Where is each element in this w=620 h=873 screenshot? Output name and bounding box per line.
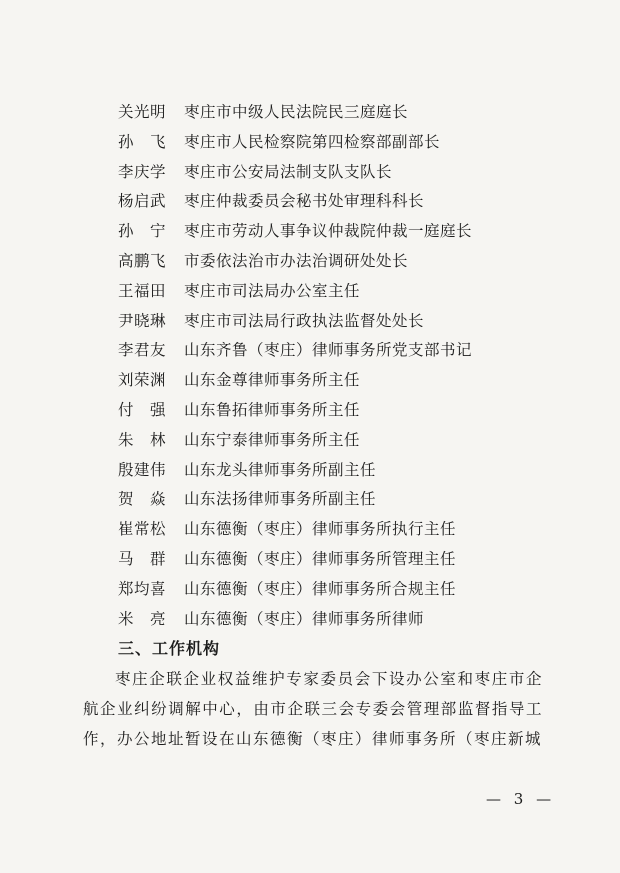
member-row <box>118 336 472 366</box>
member-title: 枣庄仲裁委员会秘书处审理科科长 <box>184 192 425 211</box>
member-title: 山东德衡（枣庄）律师事务所合规主任 <box>184 579 457 598</box>
member-name: 孙 宁 <box>118 222 167 241</box>
member-row <box>118 158 472 188</box>
member-name: 郑均喜 <box>118 579 167 598</box>
member-title: 枣庄市中级人民法院民三庭庭长 <box>184 103 409 121</box>
member-name: 朱 林 <box>118 430 167 449</box>
member-name: 米 亮 <box>118 609 167 628</box>
member-title: 枣庄市公安局法制支队支队长 <box>184 162 393 181</box>
member-name: 刘荣渊 <box>118 371 167 390</box>
member-row <box>118 605 472 635</box>
member-name: 李庆学 <box>118 162 167 181</box>
member-title: 枣庄市司法局行政执法监督处处长 <box>184 311 425 330</box>
member-row <box>118 396 472 426</box>
member-row <box>118 515 472 545</box>
member-row <box>118 545 472 575</box>
member-title: 山东齐鲁（枣庄）律师事务所党支部书记 <box>184 341 473 360</box>
member-title: 市委依法治市办法治调研处处长 <box>184 251 409 270</box>
member-name: 付 强 <box>118 400 167 419</box>
member-name: 殷建伟 <box>118 460 167 479</box>
member-row <box>118 277 472 307</box>
member-name: 关光明 <box>118 103 167 121</box>
member-row <box>118 456 472 486</box>
member-name: 王福田 <box>118 281 167 300</box>
member-row <box>118 426 472 456</box>
member-title: 山东鲁拓律师事务所主任 <box>184 400 361 419</box>
member-row <box>118 307 472 337</box>
member-name: 马 群 <box>118 549 167 568</box>
member-name: 崔常松 <box>118 520 167 539</box>
member-row <box>118 217 472 247</box>
member-row <box>118 575 472 605</box>
member-title: 山东德衡（枣庄）律师事务所管理主任 <box>184 549 457 568</box>
member-title: 山东德衡（枣庄）律师事务所执行主任 <box>184 520 457 539</box>
member-name: 孙 飞 <box>118 132 167 151</box>
member-name: 尹晓琳 <box>118 311 167 330</box>
member-row <box>118 128 472 158</box>
member-title: 枣庄市劳动人事争议仲裁院仲裁一庭庭长 <box>184 222 473 241</box>
member-title: 山东德衡（枣庄）律师事务所律师 <box>184 609 425 628</box>
member-row <box>118 187 472 217</box>
body-paragraph: 枣庄企联企业权益维护专家委员会下设办公室和枣庄市企航企业纠纷调解中心，由市企联三会专委会管理部监督指导工作，办公地址暂设在山东德衡（枣庄）律师事务所（枣庄新城 <box>83 670 543 748</box>
member-title: 山东法扬律师事务所副主任 <box>184 490 377 509</box>
member-title: 枣庄市司法局办公室主任 <box>184 281 361 300</box>
member-title: 山东金尊律师事务所主任 <box>184 371 361 390</box>
section-heading: 三、工作机构 <box>118 639 221 658</box>
member-name: 李君友 <box>118 341 167 360</box>
page-number: — 3 — <box>486 790 556 808</box>
member-name: 贺 焱 <box>118 490 167 509</box>
member-name: 杨启武 <box>118 192 167 211</box>
member-list <box>118 98 472 634</box>
member-title: 枣庄市人民检察院第四检察部副部长 <box>184 132 441 151</box>
member-title: 山东龙头律师事务所副主任 <box>184 460 377 479</box>
member-title: 山东宁泰律师事务所主任 <box>184 430 361 449</box>
member-row <box>118 485 472 515</box>
member-row <box>118 366 472 396</box>
member-row <box>118 98 472 128</box>
member-row <box>118 247 472 277</box>
member-name: 高鹏飞 <box>118 251 167 270</box>
